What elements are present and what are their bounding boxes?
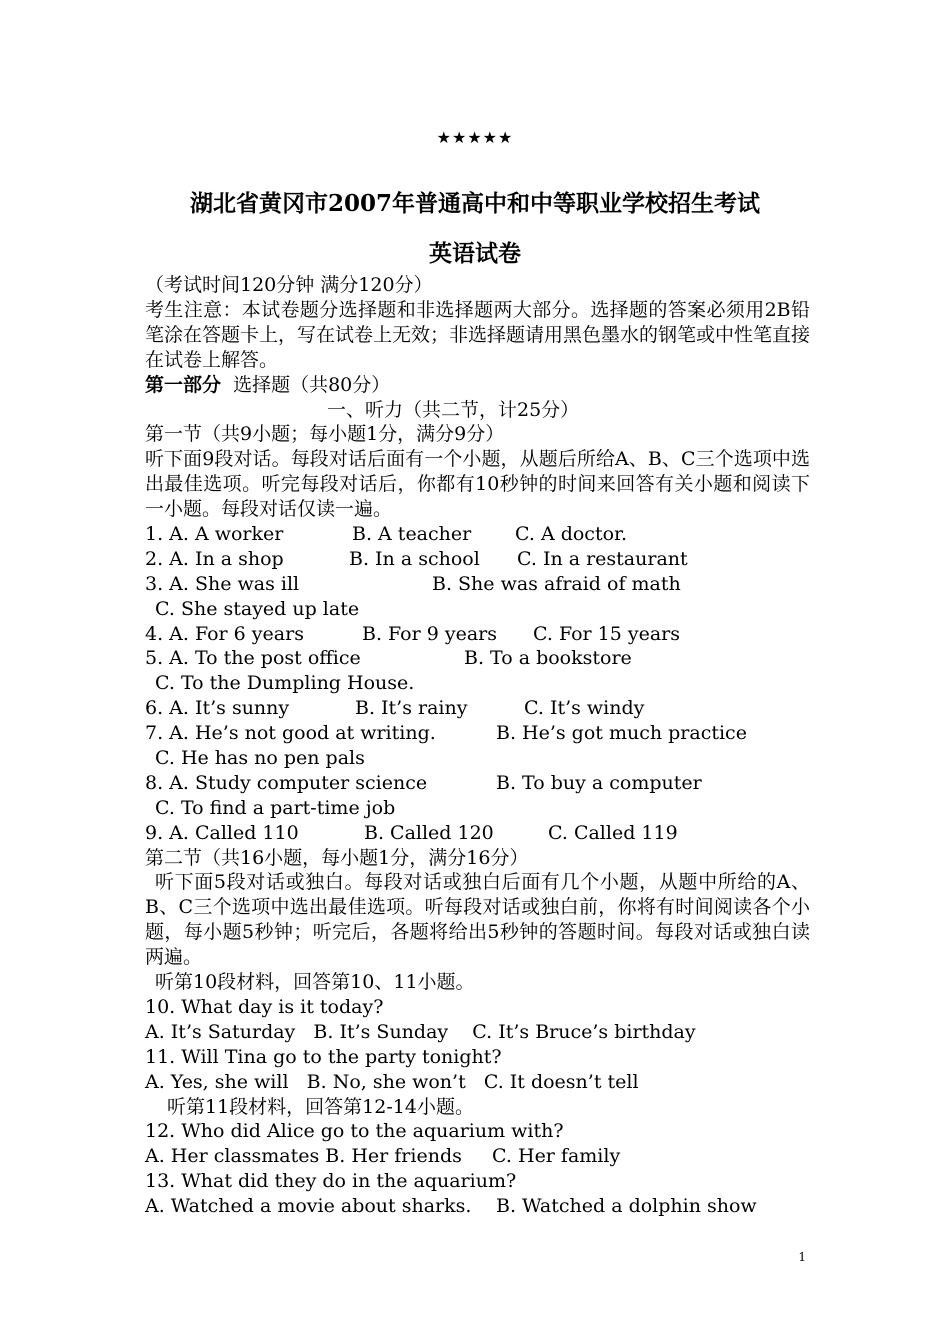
question-7 <box>145 721 810 746</box>
q6-option-b: B. It’s rainy <box>355 697 468 720</box>
q4-option-b: B. For 9 years <box>362 622 498 645</box>
q4-option-a: 4. A. For 6 years <box>145 622 304 645</box>
q5-option-b: B. To a bookstore <box>464 647 632 670</box>
q7-option-b: B. He’s got much practice <box>496 722 747 745</box>
q7-option-c: C. He has no pen pals <box>155 747 365 770</box>
q6-option-c: C. It’s windy <box>524 697 645 720</box>
q13-option-a: A. Watched a movie about sharks. <box>145 1195 472 1218</box>
q8-option-b: B. To buy a computer <box>496 771 702 794</box>
part1-label: 第一部分 <box>145 373 222 396</box>
q2-option-b: B. In a school <box>349 547 480 570</box>
q5-option-c: C. To the Dumpling House. <box>155 672 415 695</box>
q1-option-b: B. A teacher <box>352 523 472 545</box>
question-2 <box>145 547 810 572</box>
listening-title-text: 一、听力（共二节，计25分） <box>327 398 580 421</box>
material10-instruction: 听第10段材料，回答第10、11小题。 <box>155 971 475 994</box>
question-4 <box>145 622 810 647</box>
question-3 <box>145 572 810 597</box>
question-7-cont <box>145 746 810 771</box>
question-8 <box>145 771 810 796</box>
q2-option-a: 2. A. In a shop <box>145 547 284 570</box>
question-5-cont <box>145 671 810 696</box>
question-13-options <box>145 1194 810 1219</box>
q8-option-c: C. To find a part-time job <box>155 796 396 819</box>
exam-subtitle: 英语试卷 <box>429 240 521 267</box>
question-5 <box>145 646 810 671</box>
q3-option-b: B. She was afraid of math <box>432 572 681 595</box>
q2-option-c: C. In a restaurant <box>517 547 688 570</box>
stars-decoration: ★★★★★ <box>436 128 514 147</box>
part1-heading <box>145 373 810 398</box>
q1-option-c: C. A doctor. <box>515 523 628 545</box>
q4-option-c: C. For 15 years <box>533 622 680 645</box>
exam-notice: 考生注意：本试卷题分选择题和非选择题两大部分。选择题的答案必须用2B铅笔涂在答题卡上，写在试卷上无效；非选择题请用黑色墨水的钢笔或中性笔直接在试卷上解答。 <box>145 298 811 371</box>
section1-heading: 第一节（共9小题；每小题1分，满分9分） <box>145 423 505 446</box>
question-11-options: A. Yes, she will B. No, she won’t C. It doesn’t tell <box>145 1070 639 1093</box>
exam-title: 湖北省黄冈市2007年普通高中和中等职业学校招生考试 <box>189 190 760 217</box>
q1-option-a: 1. A. A worker <box>145 523 284 545</box>
section1-instructions: 听下面9段对话。每段对话后面有一个小题，从题后所给A、B、C三个选项中选出最佳选项。听完每段对话后，你都有10秒钟的时间来回答有关小题和阅读下一小题。每段对话仅读一遍。 <box>145 448 810 521</box>
question-3-cont <box>145 597 810 622</box>
material11-instruction: 听第11段材料，回答第12-14小题。 <box>167 1095 474 1118</box>
section2-instructions: 听下面5段对话或独白。每段对话或独白后面有几个小题，从题中所给的A、B、C三个选项中选出最佳选项。听每段对话或独白前，你将有时间阅读各个小题，每小题5秒钟；听完后，各题将给出5秒钟的答题时间。每段对话或独白读两遍。 <box>145 871 810 969</box>
page-number: 1 <box>798 1250 806 1264</box>
question-12-options: A. Her classmates B. Her friends C. Her family <box>145 1145 621 1168</box>
question-10-options: A. It’s Saturday B. It’s Sunday C. It’s Bruce’s birthday <box>145 1020 696 1043</box>
q8-option-a: 8. A. Study computer science <box>145 771 428 794</box>
q9-option-b: B. Called 120 <box>364 821 494 844</box>
part1-title: 选择题（共80分） <box>221 373 391 396</box>
time-info: （考试时间120分钟 满分120分） <box>145 274 433 296</box>
question-6 <box>145 696 810 721</box>
q7-option-a: 7. A. He’s not good at writing. <box>145 722 436 745</box>
q9-option-a: 9. A. Called 110 <box>145 821 299 844</box>
section2-heading: 第二节（共16小题，每小题1分，满分16分） <box>145 846 529 869</box>
question-10-stem: 10. What day is it today? <box>145 995 384 1018</box>
question-12-stem: 12. Who did Alice go to the aquarium with? <box>145 1120 564 1143</box>
q9-option-c: C. Called 119 <box>548 821 678 844</box>
q6-option-a: 6. A. It’s sunny <box>145 697 290 720</box>
q5-option-a: 5. A. To the post office <box>145 647 361 670</box>
q13-option-b: B. Watched a dolphin show <box>496 1195 757 1218</box>
question-9 <box>145 821 810 846</box>
question-8-cont <box>145 796 810 821</box>
listening-section-title <box>145 398 810 423</box>
question-11-stem: 11. Will Tina go to the party tonight? <box>145 1045 502 1068</box>
exam-body <box>145 273 810 1219</box>
q3-option-c: C. She stayed up late <box>155 597 360 620</box>
question-1 <box>145 522 810 547</box>
question-13-stem: 13. What did they do in the aquarium? <box>145 1170 517 1193</box>
q3-option-a: 3. A. She was ill <box>145 572 300 595</box>
